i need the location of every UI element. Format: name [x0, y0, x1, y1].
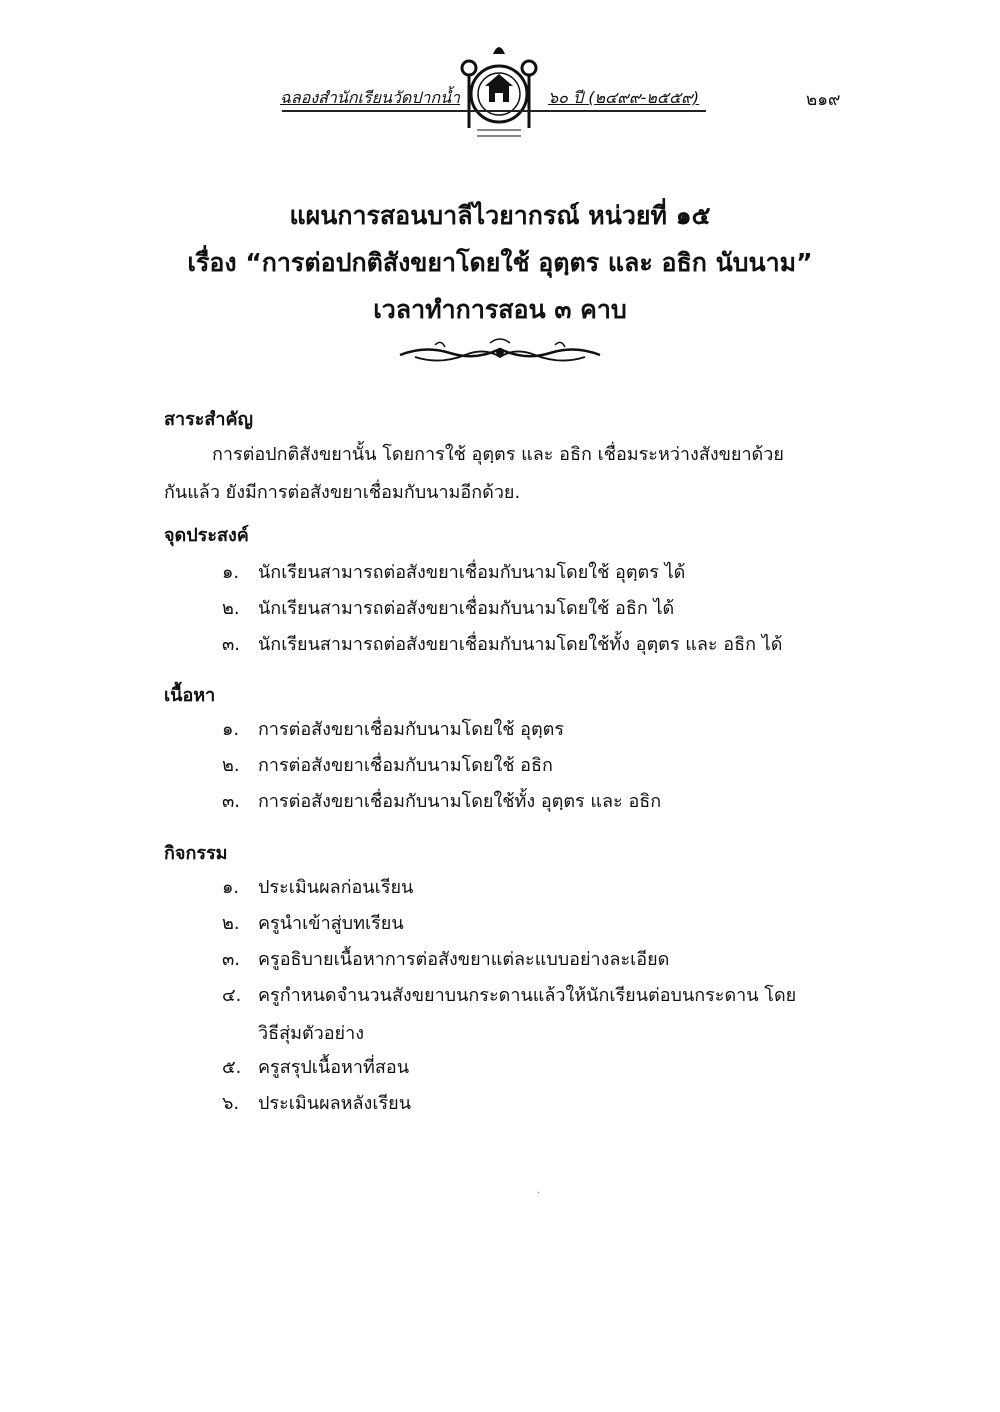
- item-text: ครูอธิบายเนื้อหาการต่อสังขยาแต่ละแบบอย่างละเอียด: [258, 949, 670, 970]
- header-underline: [282, 110, 706, 112]
- item-text: ครูสรุปเนื้อหาที่สอน: [258, 1057, 409, 1078]
- item-text: ประเมินผลก่อนเรียน: [258, 877, 414, 898]
- list-item: [222, 978, 847, 1014]
- item-text: ครูกำหนดจำนวนสังขยาบนกระดานแล้วให้นักเรียนต่อบนกระดาน โดย: [258, 985, 797, 1006]
- item-text: นักเรียนสามารถต่อสังขยาเชื่อมกับนามโดยใช้ อุตฺตร ได้: [258, 562, 686, 583]
- lesson-subject-title: เรื่อง “การต่อปกติสังขยาโดยใช้ อุตฺตร และ อธิก นับนาม”: [187, 248, 813, 277]
- item-number: ๓.: [222, 634, 241, 655]
- lesson-duration-title: เวลาทำการสอน ๓ คาบ: [373, 295, 627, 324]
- item-number: ๑.: [222, 877, 240, 898]
- header-anniversary-text: ๖๐ ปี (๒๔๙๙-๒๕๕๙): [548, 88, 700, 107]
- decorative-ornament: [395, 335, 605, 369]
- item-text: นักเรียนสามารถต่อสังขยาเชื่อมกับนามโดยใช้ อธิก ได้: [258, 598, 675, 619]
- objectives-heading: จุดประสงค์: [164, 525, 249, 546]
- item-number: ๓.: [222, 949, 241, 970]
- item-text: การต่อสังขยาเชื่อมกับนามโดยใช้ อุตฺตร: [258, 719, 565, 740]
- essence-heading: สาระสำคัญ: [164, 409, 253, 430]
- list-item: [222, 906, 847, 942]
- item-text: ครูนำเข้าสู่บทเรียน: [258, 913, 404, 934]
- page-number: ๒๑๙: [806, 90, 841, 110]
- item-continuation-text: วิธีสุ่มตัวอย่าง: [258, 1023, 364, 1044]
- stray-mark: ·: [537, 1188, 541, 1199]
- list-item: [222, 627, 847, 663]
- essence-line-1: การต่อปกติสังขยานั้น โดยการใช้ อุตฺตร และ อธิก เชื่อมระหว่างสังขยาด้วย: [212, 444, 784, 465]
- lesson-plan-title: แผนการสอนบาลีไวยากรณ์ หน่วยที่ ๑๕: [289, 201, 711, 230]
- list-item: [222, 1086, 847, 1122]
- activities-heading: กิจกรรม: [164, 843, 228, 864]
- item-number: ๑.: [222, 562, 240, 583]
- item-text: นักเรียนสามารถต่อสังขยาเชื่อมกับนามโดยใช้ทั้ง อุตฺตร และ อธิก ได้: [258, 634, 783, 655]
- temple-seal-logo: [455, 38, 543, 146]
- list-item: [222, 942, 847, 978]
- list-item: [222, 591, 847, 627]
- list-item: [222, 870, 847, 906]
- list-item: [222, 712, 847, 748]
- essence-paragraph: [164, 436, 844, 512]
- header-left-text: ฉลองสำนักเรียนวัดปากน้ำ: [280, 88, 460, 107]
- item-text: การต่อสังขยาเชื่อมกับนามโดยใช้ทั้ง อุตฺตร และ อธิก: [258, 791, 662, 812]
- item-number: ๒.: [222, 755, 240, 776]
- item-number: ๒.: [222, 598, 240, 619]
- list-item: [222, 748, 847, 784]
- list-item: [222, 784, 847, 820]
- item-number: ๖.: [222, 1093, 240, 1114]
- list-item: [222, 1050, 847, 1086]
- item-number: ๒.: [222, 913, 240, 934]
- essence-line-2: กันแล้ว ยังมีการต่อสังขยาเชื่อมกับนามอีกด้วย.: [164, 482, 521, 503]
- item-text: การต่อสังขยาเชื่อมกับนามโดยใช้ อธิก: [258, 755, 553, 776]
- content-heading: เนื้อหา: [164, 685, 216, 706]
- item-number: ๔.: [222, 985, 242, 1006]
- page-header: [0, 0, 1000, 150]
- item-text: ประเมินผลหลังเรียน: [258, 1093, 412, 1114]
- item-number: ๑.: [222, 719, 240, 740]
- item-number: ๓.: [222, 791, 241, 812]
- list-item: [222, 555, 847, 591]
- item-number: ๕.: [222, 1057, 242, 1078]
